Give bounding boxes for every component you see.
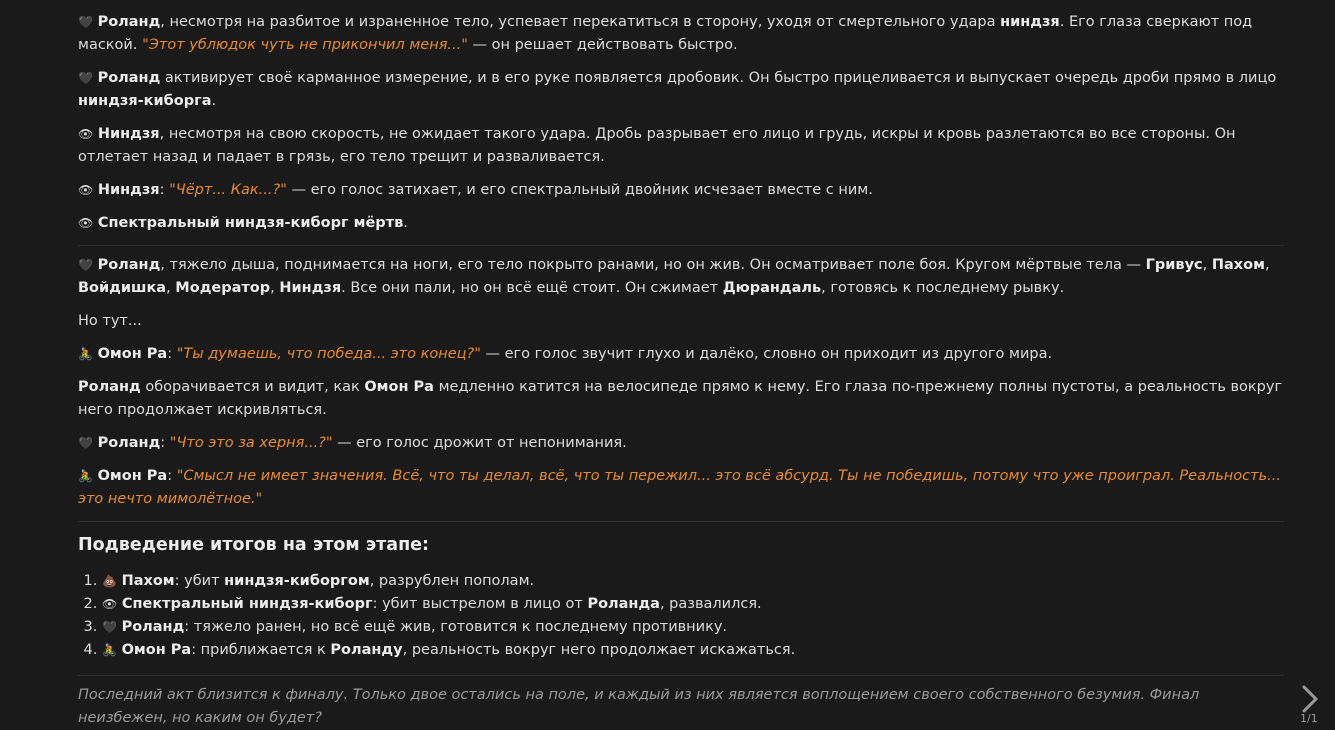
cyclist-icon: 🚴 <box>78 347 93 361</box>
divider <box>78 675 1284 676</box>
next-message-button[interactable] <box>1298 684 1322 714</box>
quote: "Ты думаешь, что победа... это конец?" <box>176 346 481 362</box>
black-heart-icon: 🖤 <box>78 436 93 450</box>
quote: "Этот ублюдок чуть не прикончил меня..." <box>142 37 468 53</box>
quote: "Чёрт... Как...?" <box>169 182 287 198</box>
eye-icon: 👁 <box>78 127 94 141</box>
summary-list <box>78 570 1284 662</box>
character-name: Ниндзя <box>97 182 160 198</box>
eye-icon: 👁 <box>78 183 94 197</box>
divider <box>78 245 1284 246</box>
black-heart-icon: 🖤 <box>78 258 93 272</box>
paragraph-ninja-speech: 👁 Ниндзя: "Чёрт... Как...?" — его голос затихает, и его спектральный двойник исчезает вместе с ним. <box>78 182 873 198</box>
character-name: Роланд <box>97 257 161 273</box>
paragraph-ninja-hit: 👁 Ниндзя, несмотря на свою скорость, не ожидает такого удара. Дробь разрывает его лицо и грудь, искры и кровь разлетаются во все стороны. Он отлетает назад и падает в грязь, его тело трещит и разваливается. <box>78 126 1236 165</box>
chevron-right-icon[interactable] <box>1298 684 1322 714</box>
paragraph-roland-dodge: 🖤 Роланд, несмотря на разбитое и израненное тело, успевает перекатиться в сторону, уходя от смертельного удара ниндзя. Его глаза сверкают под маской. "Этот ублюдок чуть не прикончил меня..." — он решает действовать быстро. <box>78 14 1253 53</box>
summary-heading: Подведение итогов на этом этапе: <box>78 535 430 555</box>
epilogue-text: Последний акт близится к финалу. Только двое остались на поле, и каждый из них является воплощением своего собственного безумия. Финал неизбежен, но каким он будет? <box>78 687 1200 726</box>
cyclist-icon: 🚴 <box>78 469 93 483</box>
paragraph-omon-speech: 🚴 Омон Ра: "Ты думаешь, что победа... это конец?" — его голос звучит глухо и далёко, словно он приходит из другого мира. <box>78 346 1053 362</box>
character-name: Ниндзя <box>97 126 160 142</box>
paragraph-roland-rises: 🖤 Роланд, тяжело дыша, поднимается на ноги, его тело покрыто ранами, но он жив. Он осматривает поле боя. Кругом мёртвые тела — Гривус, Пахом, Войдишка, Модератор, Ниндзя. Все они пали, но он всё ещё стоит. Он сжимает Дюрандаль, готовясь к последнему рывку. <box>78 257 1270 296</box>
character-name: Омон Ра <box>97 468 168 484</box>
message-pager: 1/1 <box>1300 712 1318 725</box>
chat-message <box>78 11 1284 730</box>
eye-icon: 👁 <box>102 597 118 611</box>
list-item: 2. 👁 Спектральный ниндзя-киборг: убит выстрелом в лицо от Роланда, развалился. <box>102 593 1284 616</box>
paragraph-roland-turns: Роланд оборачивается и видит, как Омон Ра медленно катится на велосипеде прямо к нему. Его глаза по-прежнему полны пустоты, а реальность вокруг него продолжает искривляться. <box>78 379 1283 418</box>
list-item: 4. 🚴 Омон Ра: приближается к Роланду, реальность вокруг него продолжает искажаться. <box>102 639 1284 662</box>
status-text: Спектральный ниндзя-киборг мёртв <box>97 215 404 231</box>
paragraph-ninja-dead: 👁 Спектральный ниндзя-киборг мёртв. <box>78 215 408 231</box>
character-name: Роланд <box>97 435 161 451</box>
cyclist-icon: 🚴 <box>102 643 117 657</box>
paragraph-but-then: Но тут... <box>78 313 142 329</box>
eye-icon: 👁 <box>78 216 94 230</box>
quote: "Смысл не имеет значения. Всё, что ты делал, всё, что ты пережил... это всё абсурд. Ты не победишь, потому что уже проиграл. Реальность... это нечто мимолётное." <box>78 468 1281 507</box>
character-name: Роланд <box>97 70 161 86</box>
list-item: 3. 🖤 Роланд: тяжело ранен, но всё ещё жив, готовится к последнему противнику. <box>102 616 1284 639</box>
black-heart-icon: 🖤 <box>78 71 93 85</box>
poop-icon: 💩 <box>102 574 117 588</box>
black-heart-icon: 🖤 <box>78 15 93 29</box>
paragraph-roland-shotgun: 🖤 Роланд активирует своё карманное измерение, и в его руке появляется дробовик. Он быстро прицеливается и выпускает очередь дроби прямо в лицо ниндзя-киборга. <box>78 70 1277 109</box>
character-name: Роланд <box>97 14 161 30</box>
quote: "Что это за херня...?" <box>169 435 333 451</box>
divider <box>78 521 1284 522</box>
paragraph-roland-speech: 🖤 Роланд: "Что это за херня...?" — его голос дрожит от непонимания. <box>78 435 627 451</box>
character-name: Омон Ра <box>97 346 168 362</box>
list-item: 1. 💩 Пахом: убит ниндзя-киборгом, разрублен пополам. <box>102 570 1284 593</box>
paragraph-omon-final-speech: 🚴 Омон Ра: "Смысл не имеет значения. Всё, что ты делал, всё, что ты пережил... это всё абсурд. Ты не победишь, потому что уже проиграл. Реальность... это нечто мимолётное." <box>78 468 1281 507</box>
black-heart-icon: 🖤 <box>102 620 117 634</box>
